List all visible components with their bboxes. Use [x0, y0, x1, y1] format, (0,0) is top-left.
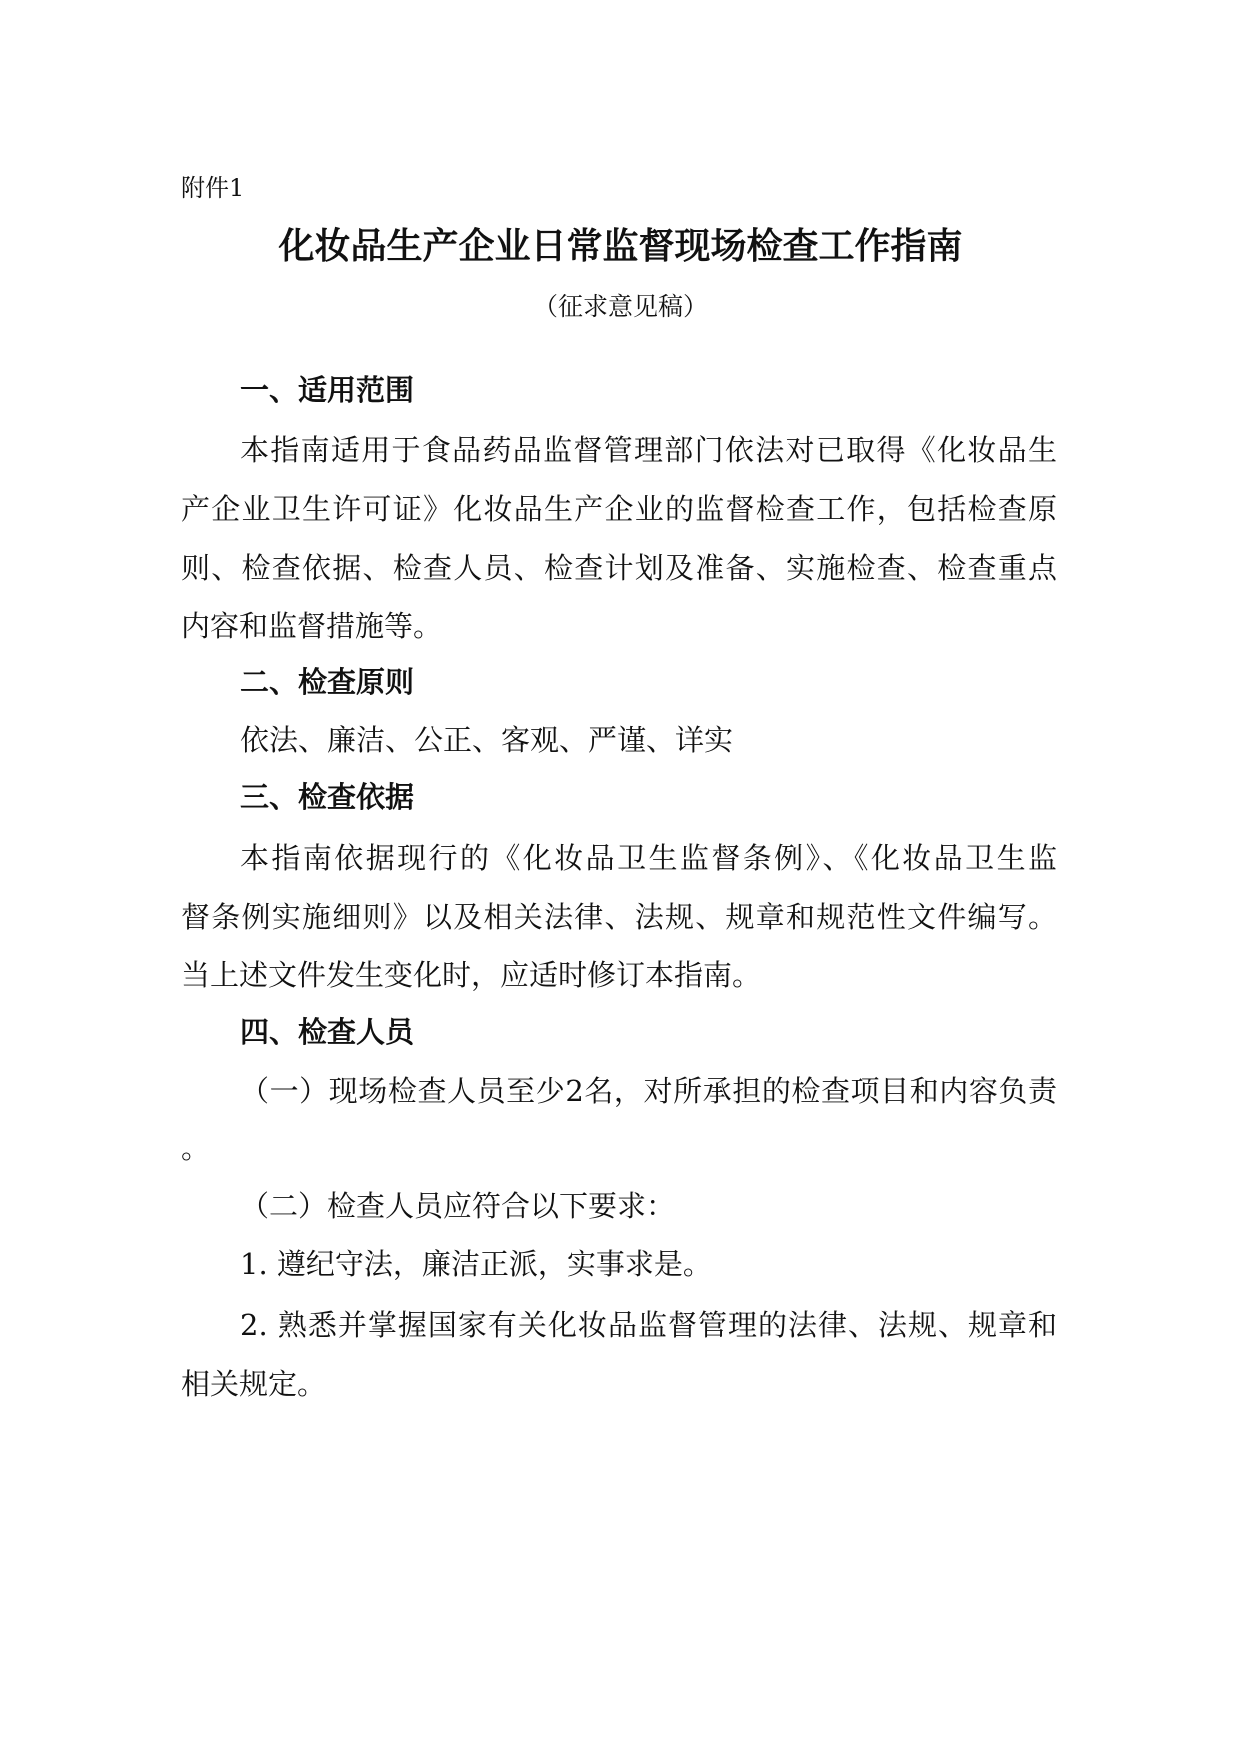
paragraph-line: 本指南适用于食品药品监督管理部门依法对已取得《化妆品生: [240, 433, 1057, 467]
document-title: 化妆品生产企业日常监督现场检查工作指南: [278, 226, 963, 267]
paragraph-line: 相关规定。: [181, 1367, 327, 1401]
paragraph-line: 则、检查依据、检查人员、检查计划及准备、实施检查、检查重点: [181, 551, 1057, 585]
list-item: 1. 遵纪守法，廉洁正派，实事求是。: [240, 1247, 712, 1281]
section-heading-scope: 一、适用范围: [240, 373, 415, 407]
section-heading-basis: 三、检查依据: [240, 780, 415, 814]
list-item: 2. 熟悉并掌握国家有关化妆品监督管理的法律、法规、规章和: [240, 1308, 1057, 1342]
document-subtitle: （征求意见稿）: [532, 292, 708, 321]
list-item: （一）现场检查人员至少2名，对所承担的检查项目和内容负责: [240, 1074, 1057, 1108]
section-heading-inspectors: 四、检查人员: [240, 1015, 415, 1049]
paragraph-line: 督条例实施细则》以及相关法律、法规、规章和规范性文件编写。: [181, 900, 1057, 934]
paragraph-line: 依法、廉洁、公正、客观、严谨、详实: [240, 723, 734, 757]
paragraph-line: 产企业卫生许可证》化妆品生产企业的监督检查工作，包括检查原: [181, 492, 1057, 526]
paragraph-line: 。: [181, 1131, 211, 1165]
paragraph-line: 当上述文件发生变化时，应适时修订本指南。: [181, 958, 762, 992]
attachment-label: 附件1: [181, 174, 245, 202]
section-heading-principles: 二、检查原则: [240, 665, 415, 699]
paragraph-line: 本指南依据现行的《化妆品卫生监督条例》、《化妆品卫生监: [240, 841, 1057, 875]
paragraph-line: 内容和监督措施等。: [181, 609, 443, 643]
list-item: （二）检查人员应符合以下要求：: [240, 1189, 676, 1223]
